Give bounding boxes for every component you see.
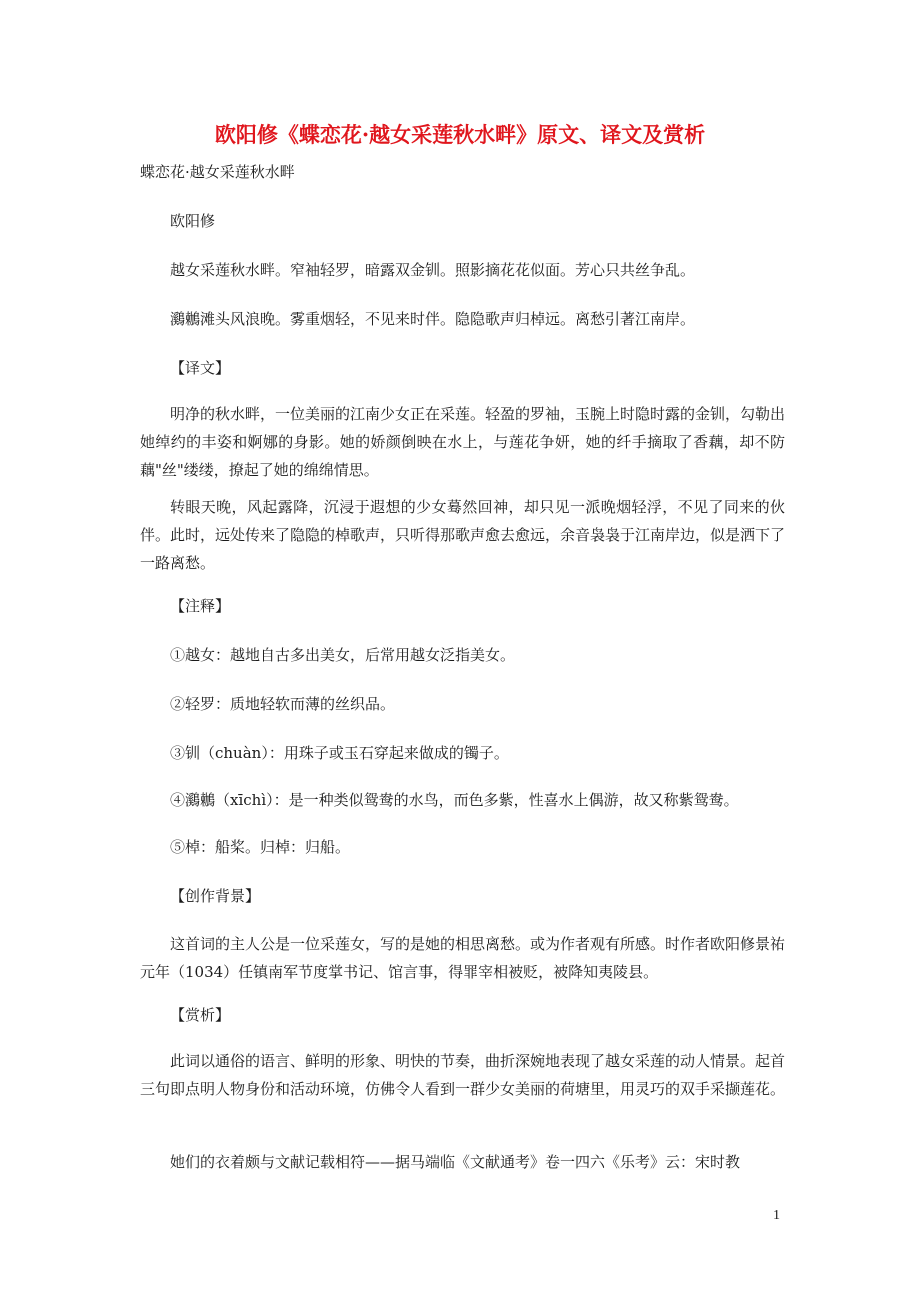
- translation-paragraph-1: 明净的秋水畔，一位美丽的江南少女正在采莲。轻盈的罗袖，玉腕上时隐时露的金钏，勾勒出她绰约的丰姿和婀娜的身影。她的娇颜倒映在水上，与莲花争妍，她的纤手摘取了香藕，却不防藕"丝"缕缕，撩起了她的绵绵情思。: [140, 405, 786, 479]
- note-item-1: ①越女：越地自古多出美女，后常用越女泛指美女。: [170, 646, 516, 664]
- note-item-2: ②轻罗：质地轻软而薄的丝织品。: [170, 695, 396, 713]
- note-item-5: ⑤棹：船桨。归棹：归船。: [170, 838, 351, 856]
- appreciation-paragraph-2: 她们的衣着颇与文献记载相符——据马端临《文献通考》卷一四六《乐考》云：宋时教: [170, 1153, 741, 1171]
- appreciation-paragraph-1: 此词以通俗的语言、鲜明的形象、明快的节奏，曲折深婉地表现了越女采莲的动人情景。起首三句即点明人物身份和活动环境，仿佛令人看到一群少女美丽的荷塘里，用灵巧的双手采撷莲花。: [140, 1052, 786, 1098]
- notes-heading: 【注释】: [170, 597, 231, 615]
- author-name: 欧阳修: [170, 212, 216, 230]
- appreciation-heading: 【赏析】: [170, 1006, 231, 1024]
- translation-paragraph-2: 转眼天晚，风起露降，沉浸于遐想的少女蓦然回神，却只见一派晚烟轻浮，不见了同来的伙伴。此时，远处传来了隐隐的棹歌声，只听得那歌声愈去愈远，余音袅袅于江南岸边，似是洒下了一路离愁。: [140, 498, 786, 572]
- note-item-3: ③钏（chuàn）：用珠子或玉石穿起来做成的镯子。: [170, 744, 509, 762]
- poem-stanza-2: 鸂鶒滩头风浪晚。雾重烟轻，不见来时伴。隐隐歌声归棹远。离愁引著江南岸。: [170, 310, 696, 328]
- translation-heading: 【译文】: [170, 359, 231, 377]
- poem-stanza-1: 越女采莲秋水畔。窄袖轻罗，暗露双金钏。照影摘花花似面。芳心只共丝争乱。: [170, 261, 696, 279]
- page-title: 欧阳修《蝶恋花·越女采莲秋水畔》原文、译文及赏析: [214, 122, 706, 147]
- page-number: 1: [773, 1208, 780, 1223]
- poem-subtitle: 蝶恋花·越女采莲秋水畔: [140, 163, 295, 181]
- note-item-4: ④鸂鶒（xīchì）：是一种类似鸳鸯的水鸟，而色多紫，性喜水上偶游，故又称紫鸳鸯。: [170, 791, 739, 809]
- background-paragraph-1: 这首词的主人公是一位采莲女，写的是她的相思离愁。或为作者观有所感。时作者欧阳修景祐元年（1034）任镇南军节度掌书记、馆言事，得罪宰相被贬，被降知夷陵县。: [140, 935, 786, 981]
- background-heading: 【创作背景】: [170, 887, 261, 905]
